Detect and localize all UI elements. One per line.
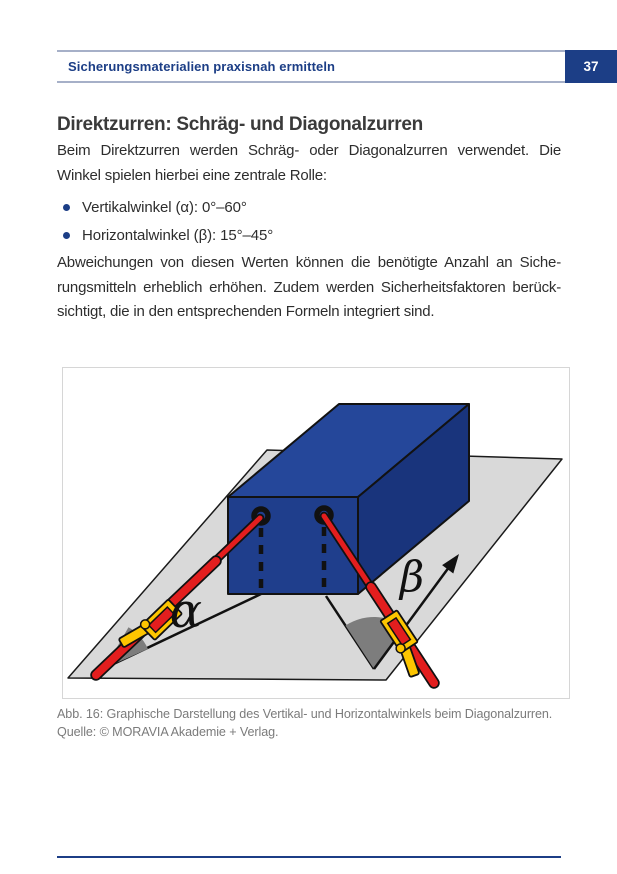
body-line: Abweichungen von diesen Werten können die benötigte Anzahl an Siche- bbox=[57, 254, 561, 271]
page-number-box bbox=[565, 50, 617, 83]
body-line: rungsmitteln erheblich erhöhen. Zudem werden Sicherheitsfaktoren berück- bbox=[57, 278, 561, 296]
list-item bbox=[57, 193, 561, 222]
angle-bullet-list bbox=[57, 193, 561, 250]
bullet-text: Vertikalwinkel (α): 0°–60° bbox=[82, 198, 247, 216]
caption-line: Abb. 16: Graphische Darstellung des Vertikal- und Horizontalwinkels beim Diagonalzurren. bbox=[57, 707, 553, 721]
footer-rule bbox=[57, 856, 561, 858]
figure-caption bbox=[57, 706, 582, 741]
bullet-icon bbox=[63, 232, 70, 239]
bullet-text: Horizontalwinkel (β): 15°–45° bbox=[82, 227, 274, 245]
bullet-icon bbox=[63, 204, 70, 211]
lashing-angle-figure bbox=[62, 367, 570, 699]
beta-label: β bbox=[399, 552, 425, 601]
caption-line: Quelle: © MORAVIA Akademie + Verlag. bbox=[57, 724, 279, 739]
body-paragraph bbox=[57, 251, 561, 325]
list-item bbox=[57, 222, 561, 251]
running-header-title: Sicherungsmaterialien praxisnah ermitteln bbox=[68, 59, 336, 74]
intro-paragraph bbox=[57, 139, 561, 188]
page-number: 37 bbox=[583, 59, 599, 74]
body-line: sichtigt, die in den entsprechenden Formeln integriert sind. bbox=[57, 303, 435, 320]
intro-line: Winkel spielen hierbei eine zentrale Rolle: bbox=[57, 166, 327, 184]
intro-line: Beim Direktzurren werden Schräg- oder Diagonalzurren verwendet. Die bbox=[57, 142, 561, 159]
page-header bbox=[57, 50, 617, 83]
header-rule-band bbox=[57, 50, 565, 83]
lashing-angle-drawing bbox=[63, 368, 569, 698]
alpha-label: α bbox=[169, 583, 203, 639]
section-heading: Direktzurren: Schräg- und Diagonalzurren bbox=[57, 114, 423, 135]
